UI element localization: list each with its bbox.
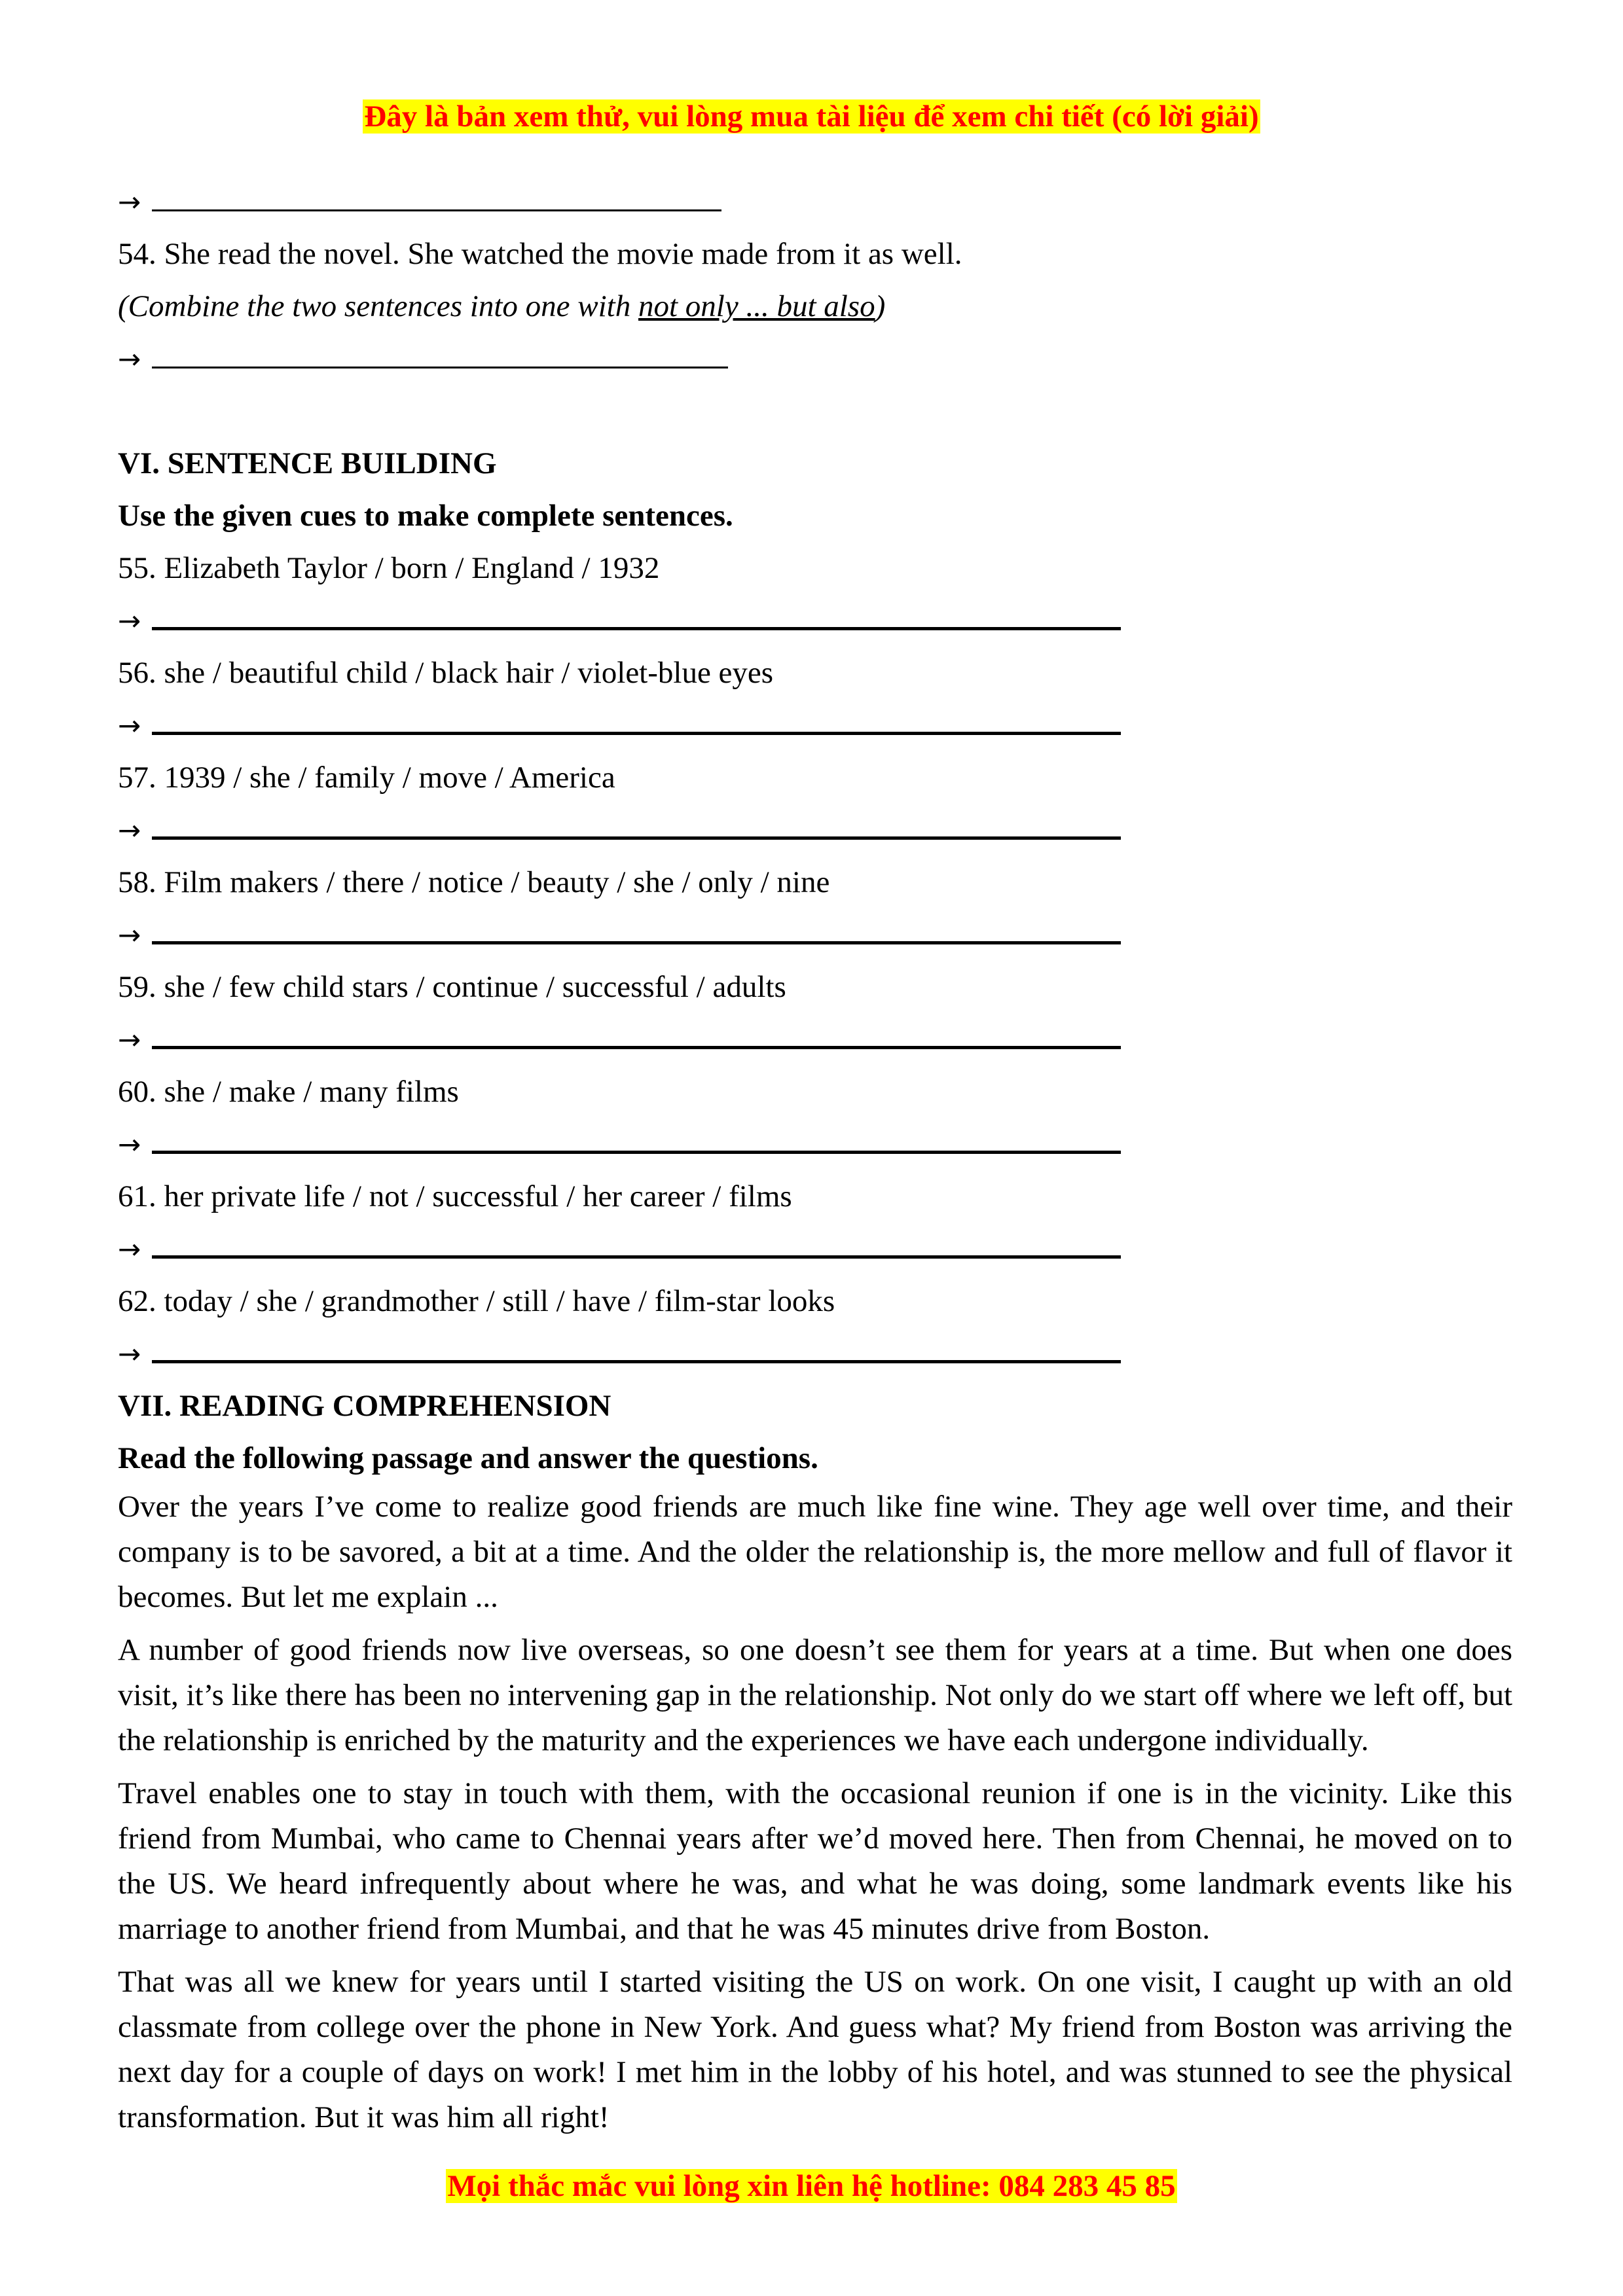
preview-notice-banner <box>0 97 1623 136</box>
passage-paragraph-1: Over the years I’ve come to realize good friends are much like fine wine. They age well over time, and their company is to be savored, a bit at a time. And the older the relationship is, the more mellow and full of flavor it becomes. But let me explain ... <box>118 1490 1512 1614</box>
answer-blank[interactable] <box>152 1254 1121 1259</box>
question-58: 58. Film makers / there / notice / beauty / she / only / nine <box>118 865 830 899</box>
section-6-instruction: Use the given cues to make complete sentences. <box>118 499 733 533</box>
answer-line-62 <box>118 1327 1512 1380</box>
arrow-icon: → <box>118 1338 141 1370</box>
answer-line-55 <box>118 594 1512 647</box>
passage-paragraph-4: That was all we knew for years until I started visiting the US on work. On one visit, I caught up with an old classmate from college over the phone in New York. And guess what? My friend from Boston was arriving the next day for a couple of days on work! I met him in the lobby of his hotel, and was stunned to see the physical transformation. But it was him all right! <box>118 1965 1512 2134</box>
passage-paragraph-3: Travel enables one to stay in touch with them, with the occasional reunion if one is in the vicinity. Like this friend from Mumbai, who came to Chennai years after we’d moved here. Then from Chennai, he moved on to the US. We heard infrequently about where he was, and what he was doing, some landmark events like his marriage to another friend from Mumbai, and that he was 45 minutes drive from Boston. <box>118 1776 1512 1946</box>
arrow-icon: → <box>118 1233 141 1265</box>
question-57: 57. 1939 / she / family / move / America <box>118 761 615 795</box>
answer-blank[interactable] <box>152 940 1121 944</box>
answer-blank[interactable] <box>152 626 1121 630</box>
question-54-instruction: (Combine the two sentences into one with not only ... but also) <box>118 289 886 323</box>
answer-blank[interactable] <box>152 208 721 211</box>
answer-blank[interactable] <box>152 1149 1121 1154</box>
question-62: 62. today / she / grandmother / still / have / film-star looks <box>118 1284 835 1318</box>
question-59: 59. she / few child stars / continue / successful / adults <box>118 970 786 1004</box>
section-7-instruction: Read the following passage and answer the questions. <box>118 1441 818 1475</box>
answer-blank[interactable] <box>152 1359 1121 1363</box>
question-55: 55. Elizabeth Taylor / born / England / 1932 <box>118 551 660 585</box>
worksheet-content <box>118 175 1512 2148</box>
answer-line-61 <box>118 1223 1512 1275</box>
section-6-title: VI. SENTENCE BUILDING <box>118 446 497 480</box>
arrow-icon: → <box>118 814 141 846</box>
arrow-icon: → <box>118 343 141 375</box>
arrow-icon: → <box>118 709 141 742</box>
answer-line-57 <box>118 804 1512 856</box>
answer-line-56 <box>118 699 1512 751</box>
answer-line-54 <box>118 332 1512 385</box>
arrow-icon: → <box>118 186 141 218</box>
instruction-keyword: not only ... but also <box>638 289 875 323</box>
passage-paragraph-2: A number of good friends now live overseas, so one doesn’t see them for years at a time. But when one does visit, it’s like there has been no intervening gap in the relationship. Not only do we start off where we left off, but the relationship is enriched by the maturity and the experiences we have each undergone individually. <box>118 1633 1512 1757</box>
section-7-title: VII. READING COMPREHENSION <box>118 1389 611 1423</box>
spacer <box>118 385 1512 437</box>
hotline-banner <box>0 2166 1623 2206</box>
answer-blank[interactable] <box>152 365 728 368</box>
answer-line-59 <box>118 1013 1512 1066</box>
answer-blank[interactable] <box>152 835 1121 840</box>
answer-line-60 <box>118 1118 1512 1170</box>
question-56: 56. she / beautiful child / black hair / violet-blue eyes <box>118 656 774 690</box>
arrow-icon: → <box>118 605 141 637</box>
preview-notice-text: Đây là bản xem thử, vui lòng mua tài liệu để xem chi tiết (có lời giải) <box>364 99 1259 134</box>
question-61: 61. her private life / not / successful / her career / films <box>118 1179 792 1213</box>
hotline-text: Mọi thắc mắc vui lòng xin liên hệ hotline: 084 283 45 85 <box>447 2169 1176 2203</box>
answer-blank[interactable] <box>152 730 1121 735</box>
arrow-icon: → <box>118 919 141 951</box>
question-60: 60. she / make / many films <box>118 1075 459 1109</box>
arrow-icon: → <box>118 1024 141 1056</box>
answer-blank[interactable] <box>152 1045 1121 1049</box>
question-54: 54. She read the novel. She watched the movie made from it as well. <box>118 237 962 271</box>
answer-line-58 <box>118 908 1512 961</box>
answer-line-53 <box>118 175 1512 228</box>
arrow-icon: → <box>118 1128 141 1160</box>
